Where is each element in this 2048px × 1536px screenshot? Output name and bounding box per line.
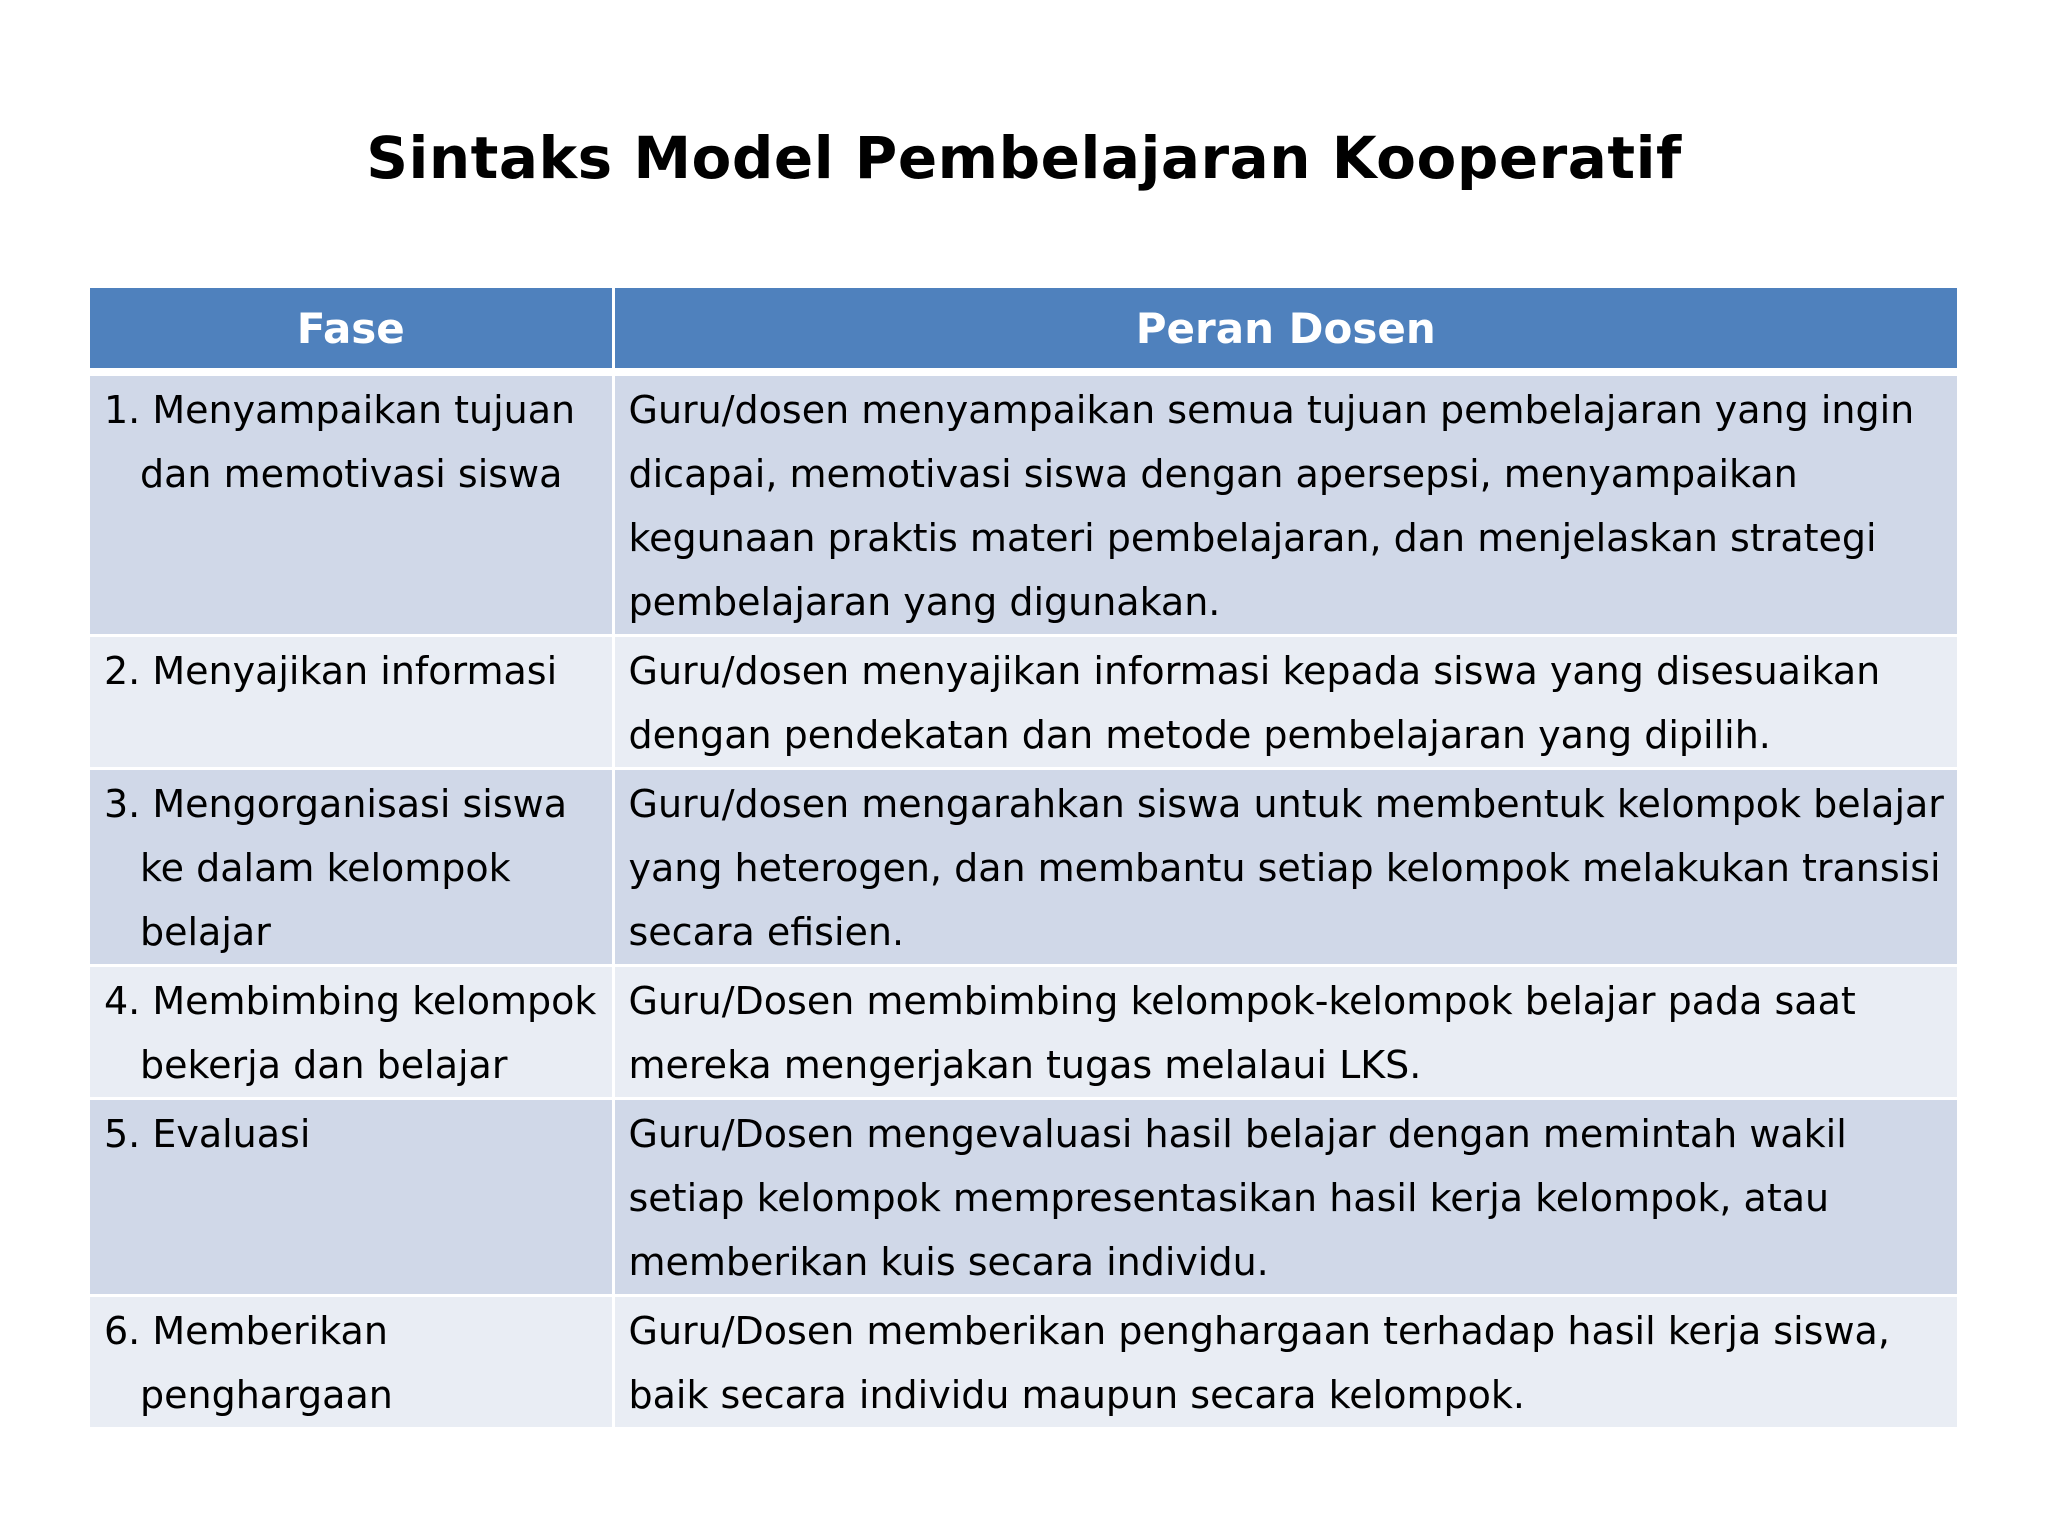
table-row (90, 769, 1957, 966)
peran-cell: Guru/dosen mengarahkan siswa untuk membentuk kelompok belajar yang heterogen, dan membantu setiap kelompok melakukan transisi secara efisien. (613, 769, 1957, 966)
slide-title: Sintaks Model Pembelajaran Kooperatif (366, 124, 1682, 192)
fase-cell: 3. Mengorganisasi siswa ke dalam kelompok belajar (90, 769, 613, 966)
table-row (90, 1296, 1957, 1429)
table-row (90, 966, 1957, 1099)
syntax-table-container (90, 288, 1957, 1430)
peran-cell: Guru/dosen menyajikan informasi kepada siswa yang disesuaikan dengan pendekatan dan metode pembelajaran yang dipilih. (613, 636, 1957, 769)
fase-cell: 1. Menyampaikan tujuan dan memotivasi siswa (90, 372, 613, 636)
fase-cell: 4. Membimbing kelompok bekerja dan belajar (90, 966, 613, 1099)
peran-cell: Guru/dosen menyampaikan semua tujuan pembelajaran yang ingin dicapai, memotivasi siswa dengan apersepsi, menyampaikan kegunaan praktis materi pembelajaran, dan menjelaskan strategi pembelajaran yang digunakan. (613, 372, 1957, 636)
fase-cell: 5. Evaluasi (90, 1099, 613, 1296)
column-header-fase: Fase (90, 288, 613, 372)
peran-cell: Guru/Dosen mengevaluasi hasil belajar dengan memintah wakil setiap kelompok mempresentasikan hasil kerja kelompok, atau memberikan kuis secara individu. (613, 1099, 1957, 1296)
table-header-row (90, 288, 1957, 372)
fase-cell: 2. Menyajikan informasi (90, 636, 613, 769)
syntax-table (90, 288, 1957, 1430)
column-header-peran-dosen: Peran Dosen (613, 288, 1957, 372)
peran-cell: Guru/Dosen memberikan penghargaan terhadap hasil kerja siswa, baik secara individu maupun secara kelompok. (613, 1296, 1957, 1429)
peran-cell: Guru/Dosen membimbing kelompok-kelompok belajar pada saat mereka mengerjakan tugas melalaui LKS. (613, 966, 1957, 1099)
table-row (90, 636, 1957, 769)
fase-cell: 6. Memberikan penghargaan (90, 1296, 613, 1429)
table-row (90, 372, 1957, 636)
table-row (90, 1099, 1957, 1296)
